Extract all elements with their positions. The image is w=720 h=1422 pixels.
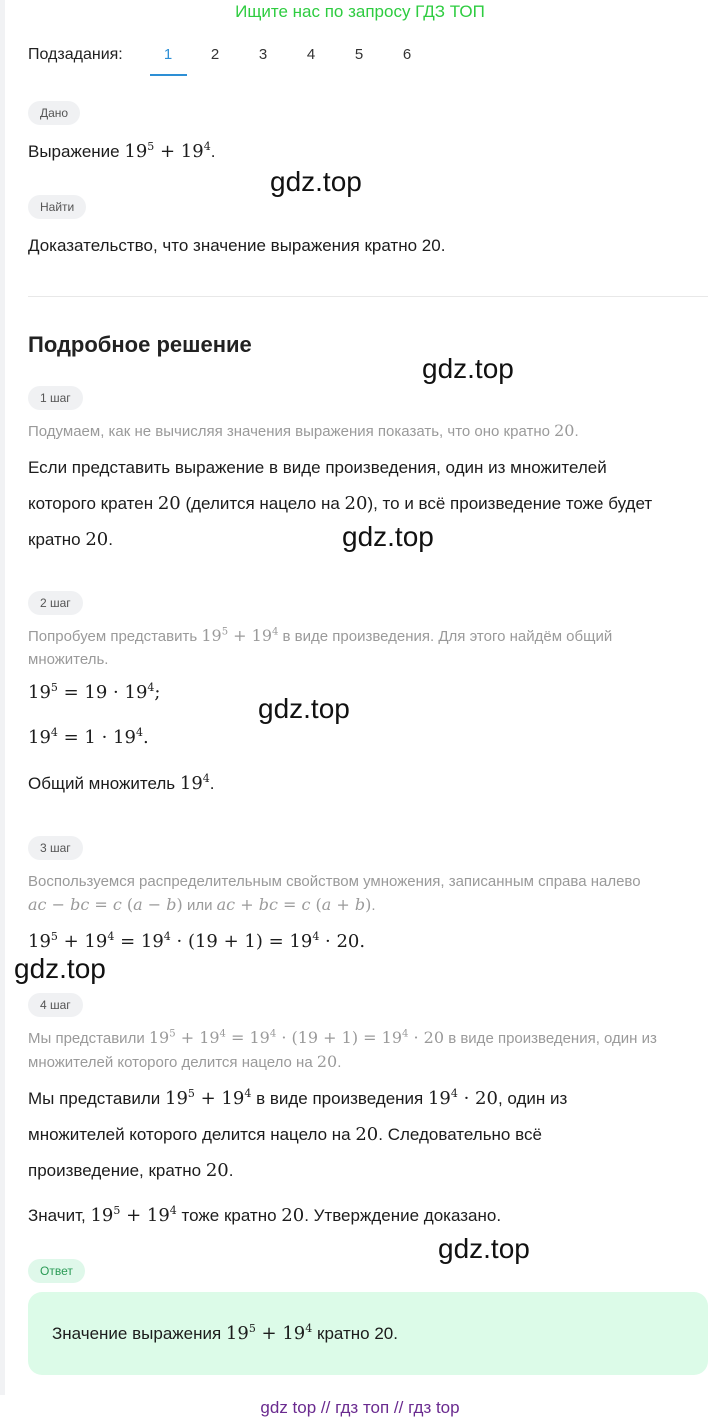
answer-box	[28, 1292, 708, 1375]
step3-hint: Воспользуемся распределительным свойством умножения, записанным справа налево ac − bc = c (a − b) или ac + bc = c (a + b).	[28, 873, 641, 914]
step4-conclusion: Значит, $19^5 + 19^4$ тоже кратно 20. Утверждение доказано.	[28, 1204, 502, 1226]
step4-line2: множителей которого делится нацело на 20. Следовательно всё	[28, 1124, 542, 1145]
step1-pill: 1 шаг	[28, 386, 83, 410]
answer-pill: Ответ	[28, 1259, 85, 1283]
top-banner[interactable]: Ищите нас по запросу ГДЗ ТОП	[235, 2, 485, 21]
step2-hint: Попробуем представить $19^5 + 19^4$ в виде произведения. Для этого найдём общий множитель.	[28, 626, 613, 668]
watermark: gdz.top	[270, 166, 362, 197]
step2-eq1: $19^5 = 19 \cdot 19^4$;	[28, 681, 161, 703]
tab-6[interactable]: 6	[402, 46, 412, 63]
find-pill: Найти	[28, 195, 86, 219]
tab-4[interactable]: 4	[306, 46, 316, 63]
watermark: gdz.top	[422, 353, 514, 384]
given-pill: Дано	[28, 101, 80, 125]
step4-pill: 4 шаг	[28, 993, 83, 1017]
step2-common: Общий множитель $19^4$.	[28, 772, 215, 794]
watermark: gdz.top	[14, 953, 106, 984]
step3-eq: $19^5 + 19^4 = 19^4 \cdot (19 + 1) = 19^4 \cdot 20$.	[28, 930, 366, 952]
subtasks-tabs	[28, 36, 708, 76]
answer-text: Значение выражения $19^5 + 19^4$ кратно 20.	[52, 1322, 398, 1344]
watermark: gdz.top	[258, 693, 350, 724]
step4-line1: Мы представили $19^5 + 19^4$ в виде произведения $19^4 \cdot 20$, один из	[28, 1087, 568, 1109]
tab-3[interactable]: 3	[258, 46, 268, 63]
tab-1[interactable]: 1	[163, 46, 173, 63]
given-text: Выражение $19^5 + 19^4$.	[28, 140, 216, 162]
step4-line3: произведение, кратно 20.	[28, 1160, 234, 1181]
tab-2[interactable]: 2	[210, 46, 220, 63]
divider	[28, 296, 708, 297]
step3-pill: 3 шаг	[28, 836, 83, 860]
step1-line1: Если представить выражение в виде произведения, один из множителей	[28, 458, 607, 477]
left-rule	[0, 0, 5, 1395]
solution-title: Подробное решение	[28, 332, 252, 357]
tab-5[interactable]: 5	[354, 46, 364, 63]
active-tab-underline	[150, 74, 187, 76]
step1-line3: кратно 20.	[28, 529, 113, 550]
step1-line2: которого кратен 20 (делится нацело на 20), то и всё произведение тоже будет	[28, 493, 653, 514]
footer-links[interactable]: gdz top // гдз топ // гдз top	[260, 1398, 460, 1417]
watermark: gdz.top	[438, 1233, 530, 1264]
find-text: Доказательство, что значение выражения кратно 20.	[28, 236, 446, 255]
step4-hint: Мы представили $19^5 + 19^4 = 19^4 \cdot (19 + 1) = 19^4 \cdot 20$ в виде произведения, один из множителей которого делится нацело на 20.	[28, 1028, 657, 1071]
step2-eq2: $19^4 = 1 \cdot 19^4$.	[28, 726, 149, 748]
watermark: gdz.top	[342, 521, 434, 552]
subtasks-label: Подзадания:	[28, 46, 123, 63]
step1-hint: Подумаем, как не вычисляя значения выражения показать, что оно кратно 20.	[28, 421, 579, 440]
step2-pill: 2 шаг	[28, 591, 83, 615]
